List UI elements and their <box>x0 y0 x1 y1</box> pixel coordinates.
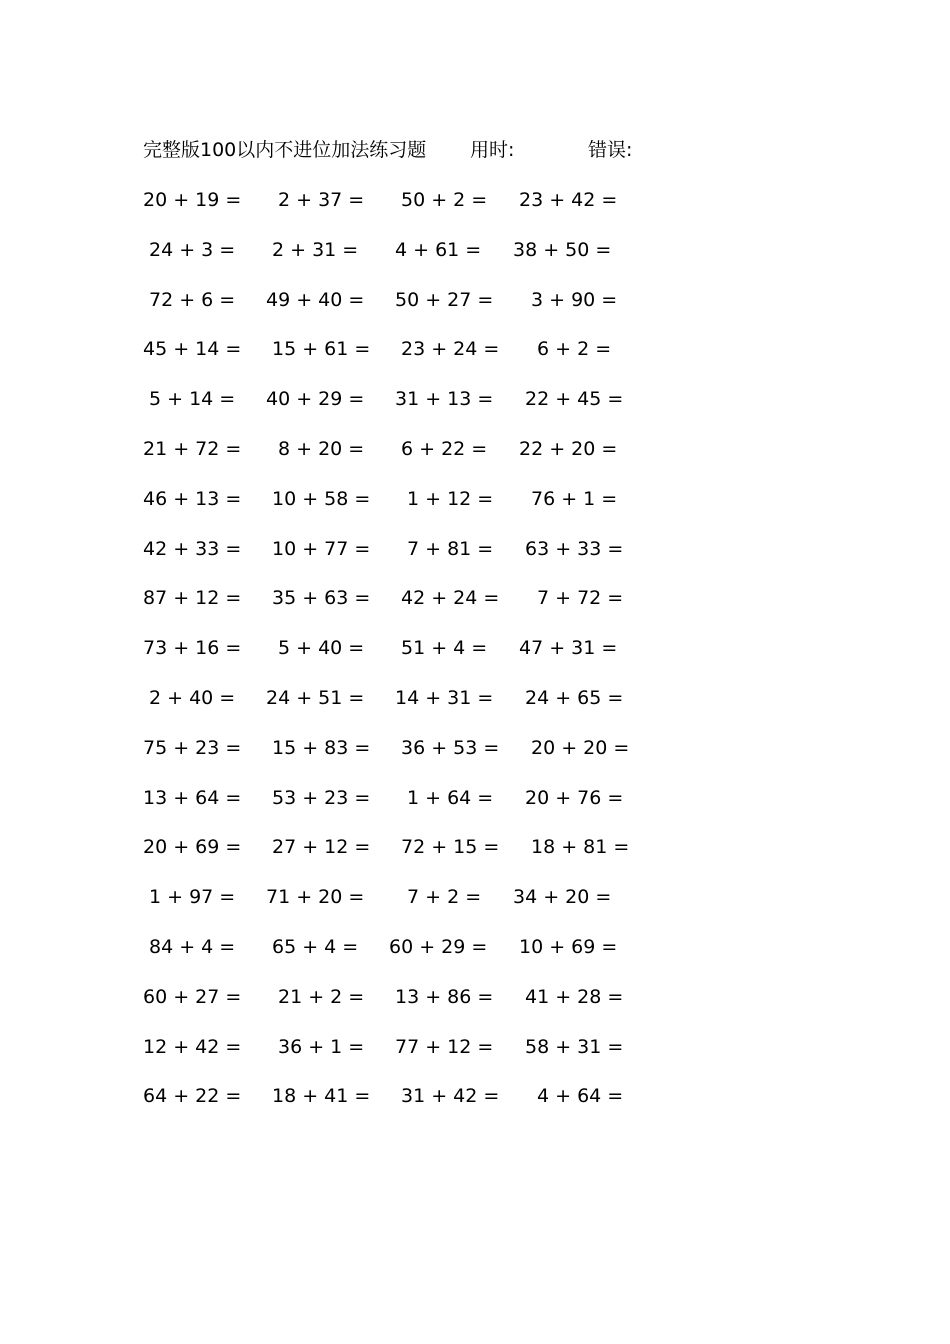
addition-problem: 64 + 22 = <box>143 1085 242 1108</box>
addition-problem: 27 + 12 = <box>272 836 371 859</box>
addition-problem: 20 + 19 = <box>143 189 242 211</box>
addition-problem: 40 + 29 = <box>266 388 365 411</box>
addition-problem: 2 + 40 = <box>149 686 236 709</box>
addition-problem: 24 + 51 = <box>266 686 365 709</box>
addition-problem: 2 + 37 = <box>278 189 365 211</box>
addition-problem: 72 + 15 = <box>401 836 500 859</box>
addition-problem: 49 + 40 = <box>266 288 365 311</box>
addition-problem: 65 + 4 = <box>272 935 359 958</box>
addition-problem: 7 + 2 = <box>407 886 482 909</box>
addition-problem: 4 + 61 = <box>395 238 482 261</box>
addition-problem: 31 + 13 = <box>395 388 494 411</box>
addition-problem: 10 + 58 = <box>272 487 371 510</box>
addition-problem: 58 + 31 = <box>525 1035 624 1058</box>
addition-problem: 10 + 69 = <box>519 935 618 958</box>
addition-problem: 14 + 31 = <box>395 686 494 709</box>
addition-problem: 77 + 12 = <box>395 1035 494 1058</box>
addition-problem: 18 + 81 = <box>531 836 630 859</box>
addition-problem: 35 + 63 = <box>272 587 371 610</box>
addition-problem: 50 + 2 = <box>401 189 488 211</box>
time-label: 用时: <box>470 139 515 161</box>
addition-problem: 10 + 77 = <box>272 537 371 560</box>
addition-problem: 73 + 16 = <box>143 637 242 660</box>
addition-problem: 7 + 72 = <box>537 587 624 610</box>
addition-problem: 45 + 14 = <box>143 338 242 361</box>
addition-problem: 6 + 2 = <box>537 338 612 361</box>
addition-problem: 51 + 4 = <box>401 637 488 660</box>
addition-problem: 18 + 41 = <box>272 1085 371 1108</box>
addition-problem: 1 + 64 = <box>407 786 494 809</box>
addition-problem: 3 + 90 = <box>531 288 618 311</box>
addition-problem: 12 + 42 = <box>143 1035 242 1058</box>
addition-problem: 21 + 72 = <box>143 437 242 460</box>
addition-problem: 34 + 20 = <box>513 886 612 909</box>
addition-problem: 22 + 45 = <box>525 388 624 411</box>
addition-problem: 63 + 33 = <box>525 537 624 560</box>
addition-problem: 24 + 3 = <box>149 238 236 261</box>
addition-problem: 22 + 20 = <box>519 437 618 460</box>
addition-problem: 6 + 22 = <box>401 437 488 460</box>
worksheet-title: 完整版100以内不进位加法练习题 <box>143 139 427 161</box>
addition-problem: 13 + 64 = <box>143 786 242 809</box>
addition-problem: 15 + 61 = <box>272 338 371 361</box>
addition-problem: 20 + 69 = <box>143 836 242 859</box>
addition-problem: 60 + 27 = <box>143 985 242 1008</box>
addition-problem: 1 + 12 = <box>407 487 494 510</box>
addition-problem: 5 + 14 = <box>149 388 236 411</box>
addition-problem: 46 + 13 = <box>143 487 242 510</box>
addition-problem: 47 + 31 = <box>519 637 618 660</box>
addition-problem: 24 + 65 = <box>525 686 624 709</box>
addition-problem: 36 + 1 = <box>278 1035 365 1058</box>
addition-problem: 84 + 4 = <box>149 935 236 958</box>
addition-problem: 7 + 81 = <box>407 537 494 560</box>
addition-problem: 75 + 23 = <box>143 736 242 759</box>
addition-problem: 5 + 40 = <box>278 637 365 660</box>
addition-problem: 53 + 23 = <box>272 786 371 809</box>
errors-label: 错误: <box>588 139 633 161</box>
addition-problem: 4 + 64 = <box>537 1085 624 1108</box>
addition-problem: 8 + 20 = <box>278 437 365 460</box>
addition-problem: 20 + 20 = <box>531 736 630 759</box>
addition-problem: 76 + 1 = <box>531 487 618 510</box>
addition-problem: 2 + 31 = <box>272 238 359 261</box>
addition-problem: 38 + 50 = <box>513 238 612 261</box>
addition-problem: 23 + 24 = <box>401 338 500 361</box>
addition-problem: 42 + 24 = <box>401 587 500 610</box>
addition-problem: 21 + 2 = <box>278 985 365 1008</box>
addition-problem: 42 + 33 = <box>143 537 242 560</box>
addition-problem: 20 + 76 = <box>525 786 624 809</box>
addition-problem: 31 + 42 = <box>401 1085 500 1108</box>
addition-problem: 41 + 28 = <box>525 985 624 1008</box>
addition-problem: 36 + 53 = <box>401 736 500 759</box>
addition-problem: 60 + 29 = <box>389 935 488 958</box>
addition-problem: 23 + 42 = <box>519 189 618 211</box>
addition-problem: 50 + 27 = <box>395 288 494 311</box>
addition-problem: 15 + 83 = <box>272 736 371 759</box>
addition-problem: 71 + 20 = <box>266 886 365 909</box>
addition-problem: 72 + 6 = <box>149 288 236 311</box>
addition-problem: 1 + 97 = <box>149 886 236 909</box>
addition-problem: 87 + 12 = <box>143 587 242 610</box>
addition-problem: 13 + 86 = <box>395 985 494 1008</box>
